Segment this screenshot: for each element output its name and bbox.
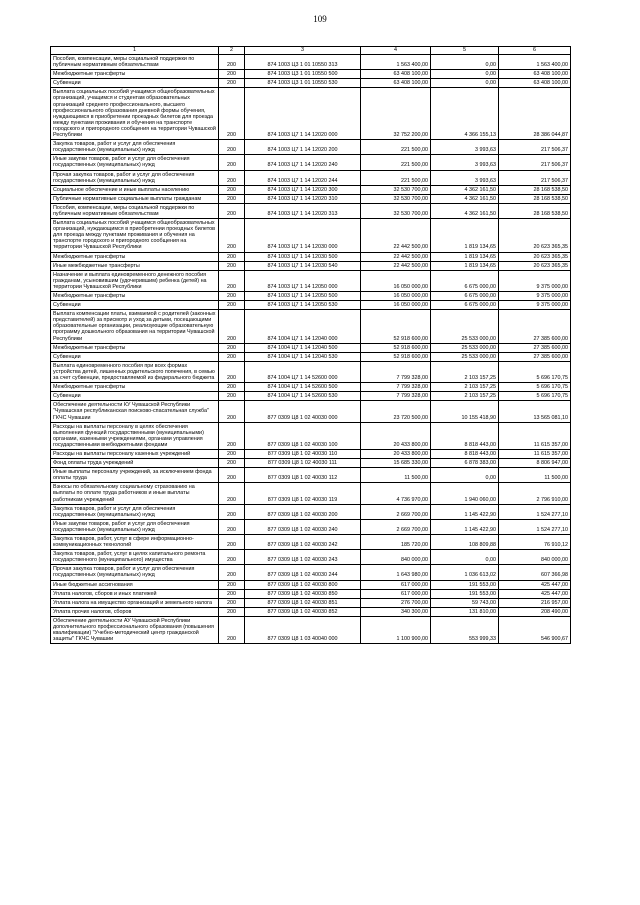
row-plan-cell: 16 050 000,00 (361, 301, 431, 310)
row-name-cell: Обеспечение деятельности АУ Чувашской Республики дополнительного профессионального образования (повышения квалификации) "Учебно-методический центр гражданской защиты" ГКЧС Чувашии (51, 616, 219, 643)
table-row (51, 483, 571, 504)
row-executed-cell: 1 145 422,90 (431, 519, 499, 534)
row-plan-cell: 52 918 600,00 (361, 310, 431, 343)
table-row (51, 88, 571, 140)
row-kbk-cell: 877 0309 Ц8 1 02 40030 200 (245, 504, 361, 519)
row-code-cell: 200 (219, 140, 245, 155)
row-executed-cell: 25 533 000,00 (431, 352, 499, 361)
row-plan-cell: 1 643 980,00 (361, 565, 431, 580)
row-kbk-cell: 874 1003 Ц7 1 14 12050 530 (245, 301, 361, 310)
row-name-cell: Прочая закупка товаров, работ и услуг для обеспечения государственных (муниципальных) нужд (51, 170, 219, 185)
row-code-cell: 200 (219, 422, 245, 449)
row-executed-cell: 0,00 (431, 55, 499, 70)
row-executed-cell: 6 675 000,00 (431, 301, 499, 310)
table-row (51, 589, 571, 598)
row-plan-cell: 63 408 100,00 (361, 70, 431, 79)
row-plan-cell: 2 669 700,00 (361, 519, 431, 534)
table-body (51, 55, 571, 644)
row-kbk-cell: 874 1004 Ц7 1 14 52600 530 (245, 392, 361, 401)
row-plan-cell: 20 433 800,00 (361, 422, 431, 449)
row-name-cell: Выплата социальных пособий учащимся общеобразовательных организаций, нуждающимся в приобретении проездных билетов для проезда между пунктами проживания и обучения на транспорте городского и пригородного сообщения на территории Чувашской Республики (51, 219, 219, 252)
row-plan-cell: 221 500,00 (361, 170, 431, 185)
row-code-cell: 200 (219, 607, 245, 616)
row-name-cell: Уплата налогов, сборов и иных платежей (51, 589, 219, 598)
row-kbk-cell: 877 0309 Ц8 1 03 40040 000 (245, 616, 361, 643)
row-executed-cell: 25 533 000,00 (431, 343, 499, 352)
column-header: 1 (51, 47, 219, 55)
row-code-cell: 200 (219, 392, 245, 401)
row-name-cell: Межбюджетные трансферты (51, 252, 219, 261)
row-executed-cell: 4 362 161,50 (431, 203, 499, 218)
row-name-cell: Прочая закупка товаров, работ и услуг для обеспечения государственных (муниципальных) нужд (51, 565, 219, 580)
row-remaining-cell: 5 696 170,75 (499, 392, 571, 401)
row-remaining-cell: 28 168 538,50 (499, 185, 571, 194)
row-kbk-cell: 874 1003 Ц3 1 01 10550 313 (245, 55, 361, 70)
row-remaining-cell: 63 408 100,00 (499, 79, 571, 88)
table-row (51, 504, 571, 519)
table-row (51, 352, 571, 361)
row-name-cell: Расходы на выплаты персоналу в целях обеспечения выполнения функций государственными (муниципальными) органами, казенными учреждениями, органами управления государственными внебюджетными фондами (51, 422, 219, 449)
row-executed-cell: 4 362 161,50 (431, 185, 499, 194)
row-code-cell: 200 (219, 185, 245, 194)
row-remaining-cell: 27 385 600,00 (499, 352, 571, 361)
row-plan-cell: 22 442 500,00 (361, 261, 431, 270)
row-executed-cell: 6 675 000,00 (431, 292, 499, 301)
table-row (51, 79, 571, 88)
row-plan-cell: 7 799 328,00 (361, 392, 431, 401)
row-executed-cell: 6 878 383,00 (431, 459, 499, 468)
row-remaining-cell: 28 168 538,50 (499, 203, 571, 218)
row-kbk-cell: 874 1003 Ц7 1 14 12050 000 (245, 270, 361, 291)
row-remaining-cell: 217 506,37 (499, 170, 571, 185)
row-remaining-cell: 11 500,00 (499, 468, 571, 483)
row-plan-cell: 617 000,00 (361, 589, 431, 598)
table-row (51, 449, 571, 458)
row-name-cell: Межбюджетные трансферты (51, 292, 219, 301)
row-code-cell: 200 (219, 70, 245, 79)
row-kbk-cell: 877 0309 Ц8 1 02 40030 110 (245, 449, 361, 458)
row-kbk-cell: 877 0309 Ц8 1 02 40030 850 (245, 589, 361, 598)
row-plan-cell: 52 918 600,00 (361, 343, 431, 352)
table-row (51, 468, 571, 483)
row-kbk-cell: 877 0309 Ц8 1 02 40030 800 (245, 580, 361, 589)
row-kbk-cell: 877 0309 Ц8 1 02 40030 242 (245, 535, 361, 550)
row-kbk-cell: 874 1004 Ц7 1 14 12040 530 (245, 352, 361, 361)
row-kbk-cell: 874 1004 Ц7 1 14 52600 000 (245, 361, 361, 382)
row-executed-cell: 25 533 000,00 (431, 310, 499, 343)
row-plan-cell: 32 530 700,00 (361, 194, 431, 203)
row-name-cell: Выплата единовременного пособия при всех формах устройства детей, лишенных родительского попечения, в семью за счет субвенции, предоставляемой из федерального бюджета (51, 361, 219, 382)
row-name-cell: Уплата налога на имущество организаций и земельного налога (51, 598, 219, 607)
row-executed-cell: 2 103 157,25 (431, 383, 499, 392)
row-name-cell: Выплата социальных пособий учащимся общеобразовательных организаций, учащимся и студентам образовательных организаций среднего профессионального, высшего профессионального образования дневной формы обучения, нуждающимся в приобретении проездных билетов для проезда между пунктами проживания и обучения на транспорте городского и пригородного сообщения на территории Чувашской Республики (51, 88, 219, 140)
table-row (51, 140, 571, 155)
row-plan-cell: 7 799 328,00 (361, 361, 431, 382)
row-executed-cell: 191 553,00 (431, 589, 499, 598)
row-remaining-cell: 28 168 538,50 (499, 194, 571, 203)
row-kbk-cell: 877 0309 Ц8 1 02 40030 119 (245, 483, 361, 504)
row-remaining-cell: 20 623 365,35 (499, 261, 571, 270)
column-header: 3 (245, 47, 361, 55)
row-plan-cell: 15 685 330,00 (361, 459, 431, 468)
table-row (51, 535, 571, 550)
table-row (51, 550, 571, 565)
row-executed-cell: 3 993,63 (431, 170, 499, 185)
row-name-cell: Фонд оплаты труда учреждений (51, 459, 219, 468)
row-remaining-cell: 607 366,98 (499, 565, 571, 580)
row-code-cell: 200 (219, 401, 245, 422)
row-plan-cell: 7 799 328,00 (361, 383, 431, 392)
row-remaining-cell: 425 447,00 (499, 580, 571, 589)
row-name-cell: Субвенции (51, 392, 219, 401)
row-remaining-cell: 76 910,12 (499, 535, 571, 550)
row-executed-cell: 1 819 134,65 (431, 261, 499, 270)
row-remaining-cell: 546 900,67 (499, 616, 571, 643)
row-remaining-cell: 27 385 600,00 (499, 343, 571, 352)
row-remaining-cell: 11 615 357,00 (499, 422, 571, 449)
row-executed-cell: 0,00 (431, 550, 499, 565)
row-code-cell: 200 (219, 449, 245, 458)
row-plan-cell: 32 530 700,00 (361, 203, 431, 218)
row-remaining-cell: 5 696 170,75 (499, 361, 571, 382)
row-kbk-cell: 874 1003 Ц7 1 14 12050 500 (245, 292, 361, 301)
row-code-cell: 200 (219, 203, 245, 218)
row-kbk-cell: 877 0309 Ц8 1 02 40030 000 (245, 401, 361, 422)
column-header: 2 (219, 47, 245, 55)
row-name-cell: Публичные нормативные социальные выплаты гражданам (51, 194, 219, 203)
row-kbk-cell: 877 0309 Ц8 1 02 40030 240 (245, 519, 361, 534)
row-code-cell: 200 (219, 194, 245, 203)
row-executed-cell: 6 675 000,00 (431, 270, 499, 291)
row-kbk-cell: 874 1004 Ц7 1 14 12040 500 (245, 343, 361, 352)
row-kbk-cell: 874 1003 Ц7 1 14 12020 000 (245, 88, 361, 140)
row-code-cell: 200 (219, 550, 245, 565)
row-executed-cell: 8 818 443,00 (431, 449, 499, 458)
row-remaining-cell: 27 385 600,00 (499, 310, 571, 343)
row-name-cell: Закупка товаров, работ и услуг для обеспечения государственных (муниципальных) нужд (51, 140, 219, 155)
row-kbk-cell: 874 1003 Ц7 1 14 12020 240 (245, 155, 361, 170)
row-code-cell: 200 (219, 310, 245, 343)
row-remaining-cell: 9 375 000,00 (499, 301, 571, 310)
row-kbk-cell: 874 1003 Ц7 1 14 12030 500 (245, 252, 361, 261)
row-name-cell: Расходы на выплаты персоналу казенных учреждений (51, 449, 219, 458)
row-name-cell: Субвенции (51, 301, 219, 310)
row-remaining-cell: 216 957,00 (499, 598, 571, 607)
row-remaining-cell: 20 623 365,35 (499, 252, 571, 261)
row-code-cell: 200 (219, 343, 245, 352)
row-executed-cell: 10 155 418,90 (431, 401, 499, 422)
row-plan-cell: 340 300,00 (361, 607, 431, 616)
page-number: 109 (313, 14, 327, 24)
table-row (51, 292, 571, 301)
row-executed-cell: 59 743,00 (431, 598, 499, 607)
row-executed-cell: 1 819 134,65 (431, 252, 499, 261)
row-kbk-cell: 874 1003 Ц7 1 14 12030 000 (245, 219, 361, 252)
row-code-cell: 200 (219, 79, 245, 88)
row-code-cell: 200 (219, 352, 245, 361)
table-row (51, 392, 571, 401)
row-code-cell: 200 (219, 580, 245, 589)
row-kbk-cell: 874 1003 Ц7 1 14 12020 244 (245, 170, 361, 185)
row-executed-cell: 0,00 (431, 468, 499, 483)
row-kbk-cell: 874 1003 Ц3 1 01 10550 530 (245, 79, 361, 88)
row-code-cell: 200 (219, 170, 245, 185)
row-name-cell: Субвенции (51, 79, 219, 88)
table-row (51, 252, 571, 261)
row-remaining-cell: 20 623 365,35 (499, 219, 571, 252)
row-name-cell: Межбюджетные трансферты (51, 70, 219, 79)
row-kbk-cell: 877 0309 Ц8 1 02 40030 111 (245, 459, 361, 468)
row-plan-cell: 22 442 500,00 (361, 219, 431, 252)
row-executed-cell: 131 810,00 (431, 607, 499, 616)
row-code-cell: 200 (219, 459, 245, 468)
row-code-cell: 200 (219, 155, 245, 170)
row-executed-cell: 3 993,63 (431, 155, 499, 170)
table-row (51, 401, 571, 422)
row-plan-cell: 32 530 700,00 (361, 185, 431, 194)
row-plan-cell: 185 720,00 (361, 535, 431, 550)
row-code-cell: 200 (219, 589, 245, 598)
row-executed-cell: 0,00 (431, 79, 499, 88)
row-plan-cell: 16 050 000,00 (361, 270, 431, 291)
row-name-cell: Закупка товаров, работ, услуг в сфере информационно-коммуникационных технологий (51, 535, 219, 550)
column-header: 6 (499, 47, 571, 55)
row-kbk-cell: 874 1003 Ц7 1 14 12020 310 (245, 194, 361, 203)
row-executed-cell: 3 993,63 (431, 140, 499, 155)
row-remaining-cell: 9 375 000,00 (499, 292, 571, 301)
row-plan-cell: 63 408 100,00 (361, 79, 431, 88)
row-remaining-cell: 208 490,00 (499, 607, 571, 616)
column-header: 4 (361, 47, 431, 55)
row-code-cell: 200 (219, 616, 245, 643)
row-code-cell: 200 (219, 292, 245, 301)
table-row (51, 383, 571, 392)
row-code-cell: 200 (219, 598, 245, 607)
row-name-cell: Уплата прочих налогов, сборов (51, 607, 219, 616)
row-plan-cell: 22 442 500,00 (361, 252, 431, 261)
row-kbk-cell: 877 0309 Ц8 1 02 40030 852 (245, 607, 361, 616)
row-kbk-cell: 874 1004 Ц7 1 14 12040 000 (245, 310, 361, 343)
row-code-cell: 200 (219, 301, 245, 310)
row-code-cell: 200 (219, 252, 245, 261)
table-row (51, 203, 571, 218)
row-executed-cell: 4 366 155,13 (431, 88, 499, 140)
row-executed-cell: 1 145 422,90 (431, 504, 499, 519)
row-name-cell: Назначение и выплата единовременного денежного пособия гражданам, усыновившим (удочерившим) ребенка (детей) на территории Чувашской Республики (51, 270, 219, 291)
row-code-cell: 200 (219, 504, 245, 519)
row-remaining-cell: 9 375 000,00 (499, 270, 571, 291)
row-plan-cell: 32 752 200,00 (361, 88, 431, 140)
table-row (51, 607, 571, 616)
row-plan-cell: 1 563 400,00 (361, 55, 431, 70)
row-kbk-cell: 874 1003 Ц7 1 14 12020 313 (245, 203, 361, 218)
row-remaining-cell: 11 615 357,00 (499, 449, 571, 458)
table-row (51, 343, 571, 352)
row-kbk-cell: 874 1003 Ц7 1 14 12030 540 (245, 261, 361, 270)
row-executed-cell: 8 818 443,00 (431, 422, 499, 449)
row-plan-cell: 23 720 500,00 (361, 401, 431, 422)
table-row (51, 459, 571, 468)
row-kbk-cell: 874 1003 Ц3 1 01 10550 500 (245, 70, 361, 79)
row-name-cell: Иные закупки товаров, работ и услуг для обеспечения государственных (муниципальных) нужд (51, 155, 219, 170)
row-name-cell: Выплата компенсации платы, взимаемой с родителей (законных представителей) за присмотр и уход за детьми, посещающими образовательные организации, реализующие образовательную программу дошкольного образования на территории Чувашской Республики (51, 310, 219, 343)
row-code-cell: 200 (219, 468, 245, 483)
row-name-cell: Пособия, компенсации, меры социальной поддержки по публичным нормативным обязательствам (51, 203, 219, 218)
row-code-cell: 200 (219, 383, 245, 392)
row-code-cell: 200 (219, 565, 245, 580)
row-remaining-cell: 2 796 910,00 (499, 483, 571, 504)
row-code-cell: 200 (219, 535, 245, 550)
row-name-cell: Иные закупки товаров, работ и услуг для обеспечения государственных (муниципальных) нужд (51, 519, 219, 534)
table-row (51, 261, 571, 270)
budget-execution-table (50, 46, 571, 644)
row-remaining-cell: 217 506,37 (499, 155, 571, 170)
row-kbk-cell: 877 0309 Ц8 1 02 40030 112 (245, 468, 361, 483)
row-name-cell: Закупка товаров, работ и услуг для обеспечения государственных (муниципальных) нужд (51, 504, 219, 519)
row-remaining-cell: 1 524 277,10 (499, 519, 571, 534)
column-number-row (51, 47, 571, 55)
row-plan-cell: 4 736 970,00 (361, 483, 431, 504)
row-executed-cell: 1 819 134,65 (431, 219, 499, 252)
row-executed-cell: 1 940 060,00 (431, 483, 499, 504)
row-code-cell: 200 (219, 219, 245, 252)
row-name-cell: Иные бюджетные ассигнования (51, 580, 219, 589)
row-name-cell: Закупка товаров, работ, услуг в целях капитального ремонта государственного (муниципального) имущества (51, 550, 219, 565)
row-plan-cell: 840 000,00 (361, 550, 431, 565)
row-plan-cell: 11 500,00 (361, 468, 431, 483)
row-code-cell: 200 (219, 519, 245, 534)
row-kbk-cell: 874 1003 Ц7 1 14 12020 300 (245, 185, 361, 194)
row-name-cell: Межбюджетные трансферты (51, 343, 219, 352)
row-kbk-cell: 877 0309 Ц8 1 02 40030 851 (245, 598, 361, 607)
table-row (51, 598, 571, 607)
row-code-cell: 200 (219, 270, 245, 291)
table-row (51, 616, 571, 643)
row-remaining-cell: 840 000,00 (499, 550, 571, 565)
row-remaining-cell: 425 447,00 (499, 589, 571, 598)
row-code-cell: 200 (219, 88, 245, 140)
row-executed-cell: 4 362 161,50 (431, 194, 499, 203)
table-row (51, 301, 571, 310)
table-row (51, 422, 571, 449)
row-name-cell: Субвенции (51, 352, 219, 361)
table-row (51, 270, 571, 291)
row-kbk-cell: 874 1003 Ц7 1 14 12020 200 (245, 140, 361, 155)
row-remaining-cell: 5 696 170,75 (499, 383, 571, 392)
row-remaining-cell: 8 806 947,00 (499, 459, 571, 468)
row-code-cell: 200 (219, 483, 245, 504)
row-remaining-cell: 28 386 044,87 (499, 88, 571, 140)
table-row (51, 185, 571, 194)
row-name-cell: Социальное обеспечение и иные выплаты населению (51, 185, 219, 194)
row-name-cell: Межбюджетные трансферты (51, 383, 219, 392)
row-executed-cell: 191 553,00 (431, 580, 499, 589)
row-plan-cell: 276 700,00 (361, 598, 431, 607)
row-kbk-cell: 877 0309 Ц8 1 02 40030 100 (245, 422, 361, 449)
row-remaining-cell: 217 506,37 (499, 140, 571, 155)
table-row (51, 155, 571, 170)
row-kbk-cell: 874 1004 Ц7 1 14 52600 500 (245, 383, 361, 392)
row-plan-cell: 20 433 800,00 (361, 449, 431, 458)
column-header: 5 (431, 47, 499, 55)
row-plan-cell: 221 500,00 (361, 155, 431, 170)
table-row (51, 194, 571, 203)
table-row (51, 580, 571, 589)
table-row (51, 219, 571, 252)
row-kbk-cell: 877 0309 Ц8 1 02 40030 244 (245, 565, 361, 580)
row-executed-cell: 553 999,33 (431, 616, 499, 643)
row-plan-cell: 221 500,00 (361, 140, 431, 155)
table-row (51, 170, 571, 185)
table-row (51, 361, 571, 382)
row-remaining-cell: 1 563 400,00 (499, 55, 571, 70)
row-code-cell: 200 (219, 361, 245, 382)
row-executed-cell: 1 036 613,02 (431, 565, 499, 580)
row-executed-cell: 108 809,88 (431, 535, 499, 550)
row-plan-cell: 2 669 700,00 (361, 504, 431, 519)
row-plan-cell: 1 100 900,00 (361, 616, 431, 643)
row-name-cell: Обеспечение деятельности КУ Чувашской Республики "Чувашская республиканская поисково-спасательная служба" ГКЧС Чувашии (51, 401, 219, 422)
row-name-cell: Взносы по обязательному социальному страхованию на выплаты по оплате труда работников и иные выплаты работникам учреждений (51, 483, 219, 504)
row-executed-cell: 2 103 157,25 (431, 361, 499, 382)
table-row (51, 70, 571, 79)
row-code-cell: 200 (219, 55, 245, 70)
row-executed-cell: 2 103 157,25 (431, 392, 499, 401)
row-remaining-cell: 63 408 100,00 (499, 70, 571, 79)
row-code-cell: 200 (219, 261, 245, 270)
row-name-cell: Пособия, компенсации, меры социальной поддержки по публичным нормативным обязательствам (51, 55, 219, 70)
table-row (51, 310, 571, 343)
row-executed-cell: 0,00 (431, 70, 499, 79)
row-remaining-cell: 13 565 081,10 (499, 401, 571, 422)
row-kbk-cell: 877 0309 Ц8 1 02 40030 243 (245, 550, 361, 565)
row-plan-cell: 617 000,00 (361, 580, 431, 589)
row-plan-cell: 52 918 600,00 (361, 352, 431, 361)
table-row (51, 55, 571, 70)
table-row (51, 519, 571, 534)
table-row (51, 565, 571, 580)
row-remaining-cell: 1 524 277,10 (499, 504, 571, 519)
row-name-cell: Иные межбюджетные трансферты (51, 261, 219, 270)
row-name-cell: Иные выплаты персоналу учреждений, за исключением фонда оплаты труда (51, 468, 219, 483)
row-plan-cell: 16 050 000,00 (361, 292, 431, 301)
